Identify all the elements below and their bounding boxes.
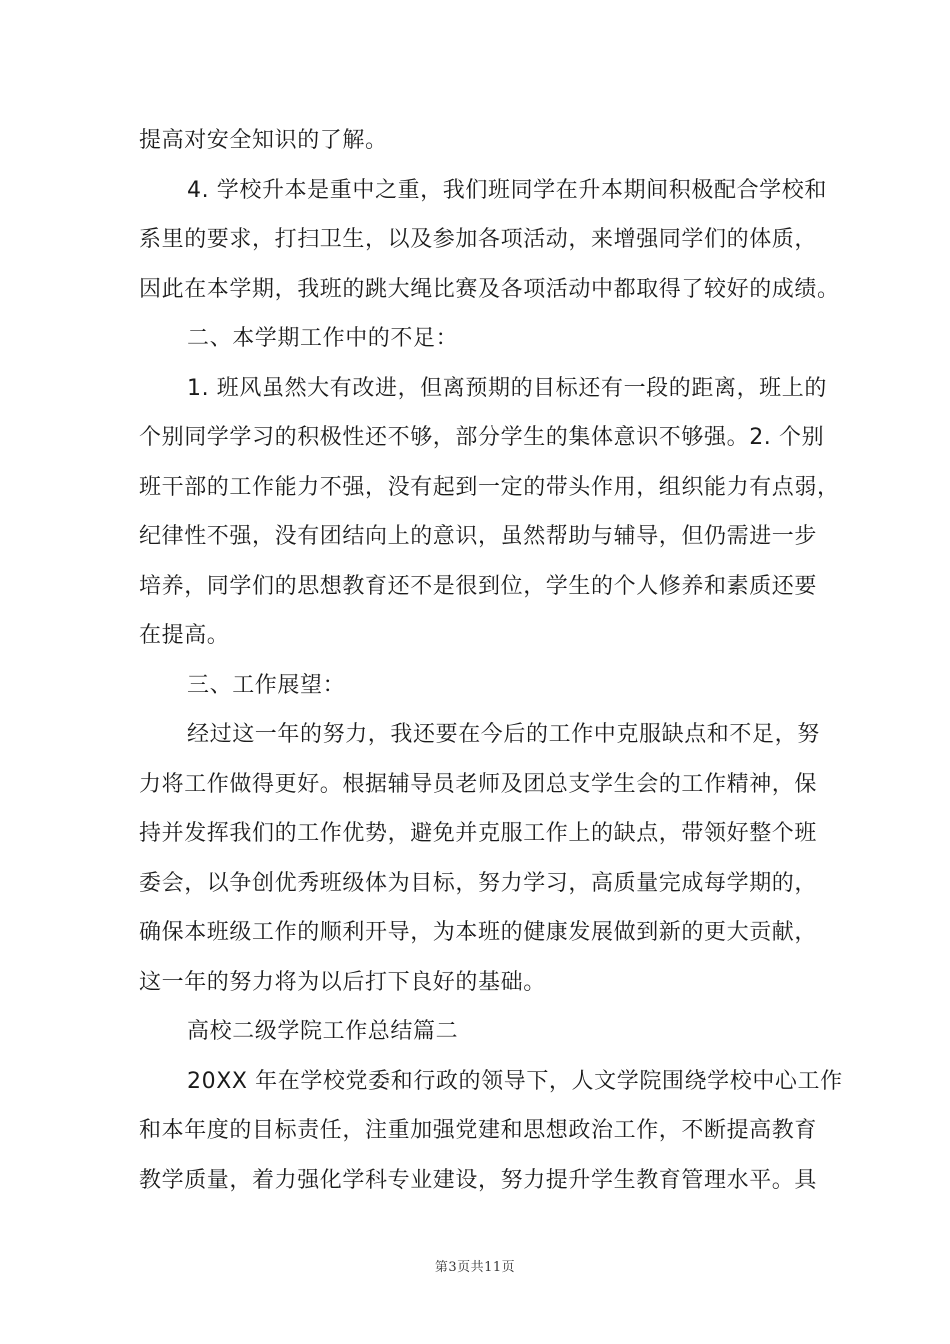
text-line: 持并发挥我们的工作优势，避免并克服工作上的缺点，带领好整个班 xyxy=(139,821,818,846)
text-line: 这一年的努力将为以后打下良好的基础。 xyxy=(139,969,546,995)
text-line: 班干部的工作能力不强，没有起到一定的带头作用，组织能力有点弱， xyxy=(139,474,840,500)
text-line: 个别同学学习的积极性还不够，部分学生的集体意识不够强。2. 个别 xyxy=(139,425,825,450)
text-line: 高校二级学院工作总结篇二 xyxy=(187,1019,459,1044)
text-line: 经过这一年的努力，我还要在今后的工作中克服缺点和不足，努 xyxy=(187,722,820,747)
text-line: 在提高。 xyxy=(139,623,230,648)
page-footer: 第3页共11页 xyxy=(434,1260,516,1275)
text-line: 因此在本学期，我班的跳大绳比赛及各项活动中都取得了较好的成绩。 xyxy=(139,276,840,302)
text-line: 20XX 年在学校党委和行政的领导下，人文学院围绕学校中心工作 xyxy=(187,1068,843,1094)
text-line: 委会，以争创优秀班级体为目标，努力学习，高质量完成每学期的， xyxy=(139,870,818,896)
text-line: 纪律性不强，没有团结向上的意识，虽然帮助与辅导，但仍需进一步 xyxy=(139,524,818,549)
document-body xyxy=(139,116,843,1205)
text-line: 三、工作展望： xyxy=(187,672,346,698)
text-line: 4. 学校升本是重中之重，我们班同学在升本期间积极配合学校和 xyxy=(187,177,827,203)
text-line: 系里的要求，打扫卫生，以及参加各项活动，来增强同学们的体质， xyxy=(139,227,818,252)
text-line: 1. 班风虽然大有改进，但离预期的目标还有一段的距离，班上的 xyxy=(187,375,827,401)
text-line: 和本年度的目标责任，注重加强党建和思想政治工作，不断提高教育 xyxy=(139,1118,818,1143)
text-line: 二、本学期工作中的不足： xyxy=(187,326,459,351)
text-line: 确保本班级工作的顺利开导，为本班的健康发展做到新的更大贡献， xyxy=(139,920,818,945)
text-line: 力将工作做得更好。根据辅导员老师及团总支学生会的工作精神，保 xyxy=(139,771,818,797)
text-line: 教学质量，着力强化学科专业建设，努力提升学生教育管理水平。具 xyxy=(139,1167,818,1193)
text-line: 培养，同学们的思想教育还不是很到位，学生的个人修养和素质还要 xyxy=(139,573,818,599)
text-line: 提高对安全知识的了解。 xyxy=(139,128,388,153)
